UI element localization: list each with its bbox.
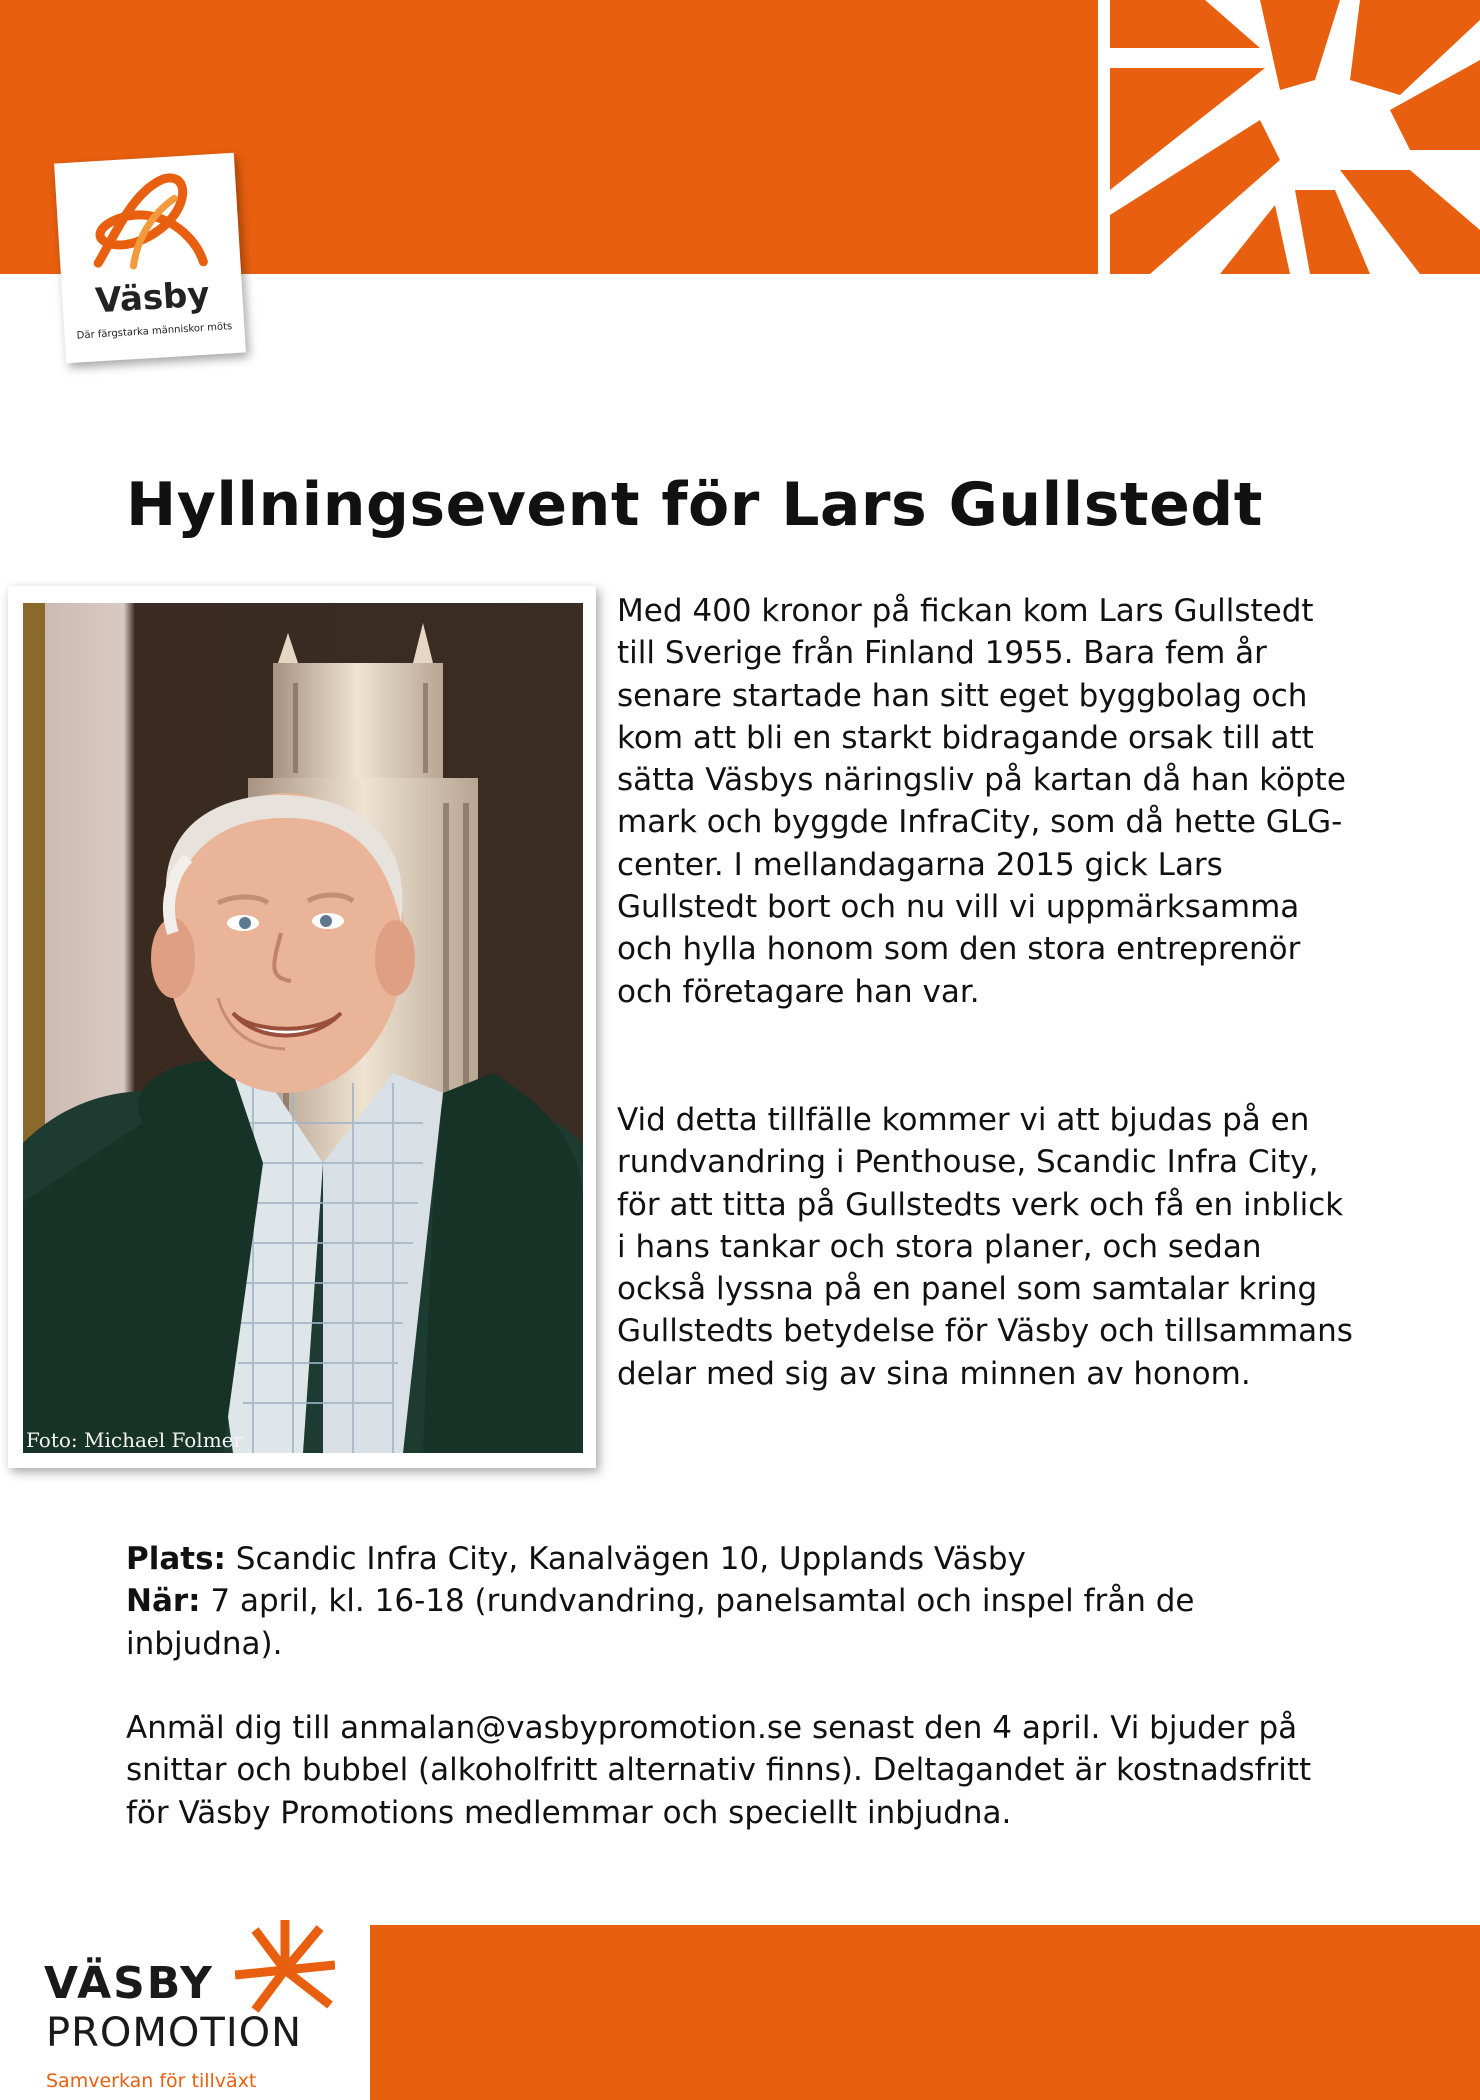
nar-value: 7 april, kl. 16-18 (rundvandring, panelsamtal och inspel från de inbjudna). xyxy=(126,1583,1195,1662)
vasby-promotion-logo xyxy=(40,1920,340,2100)
body-paragraph-2: Vid detta tillfälle kommer vi att bjudas på en rundvandring i Penthouse, Scandic Infra City, för att titta på Gullstedts verk och få en inblick i hans tankar och stora planer, och sedan också lyssna på en panel som samtalar kring Gullstedts betydelse för Väsby och tillsammans delar med sig av sina minnen av honom. xyxy=(617,1102,1353,1392)
vasby-logo-tagline: Där färgstarka människor möts xyxy=(76,321,233,342)
plats-label: Plats: xyxy=(126,1541,226,1577)
photo-credit: Foto: Michael Folmer xyxy=(26,1428,244,1452)
signup-paragraph: Anmäl dig till anmalan@vasbypromotion.se senast den 4 april. Vi bjuder på snittar och bubbel (alkoholfritt alternativ finns). Deltagandet är kostnadsfritt för Väsby Promotions medlemmar och speciellt inbjudna. xyxy=(126,1710,1312,1831)
plats-value: Scandic Infra City, Kanalvägen 10, Upplands Väsby xyxy=(225,1541,1026,1577)
promotion-tagline: Samverkan för tillväxt xyxy=(46,2070,257,2092)
body-paragraph-1: Med 400 kronor på fickan kom Lars Gullstedt till Sverige från Finland 1955. Bara fem år senare startade han sitt eget byggbolag och kom att bli en starkt bidragande orsak till att sätta Väsbys näringsliv på kartan då han köpte mark och byggde InfraCity, som då hette GLG-center. I mellandagarna 2015 gick Lars Gullstedt bort och nu vill vi uppmärksamma och hylla honom som den stora entreprenör och företagare han var. xyxy=(617,593,1346,1010)
promotion-burst-icon xyxy=(235,1920,335,2020)
star-burst-graphic xyxy=(1110,0,1480,274)
portrait-photo xyxy=(23,603,583,1453)
page-title: Hyllningsevent för Lars Gullstedt xyxy=(126,470,1263,540)
vasby-logo xyxy=(54,153,246,364)
vasby-ribbon-logo-icon xyxy=(73,166,219,284)
vasby-logo-name: Väsby xyxy=(94,274,211,322)
event-details xyxy=(126,1538,1316,1665)
nar-label: När: xyxy=(126,1583,201,1620)
promotion-logo-line2: PROMOTION xyxy=(46,2010,303,2056)
photo-frame xyxy=(8,586,596,1468)
promotion-logo-line1: VÄSBY xyxy=(44,1958,214,2009)
bottom-orange-band xyxy=(370,1925,1480,2100)
